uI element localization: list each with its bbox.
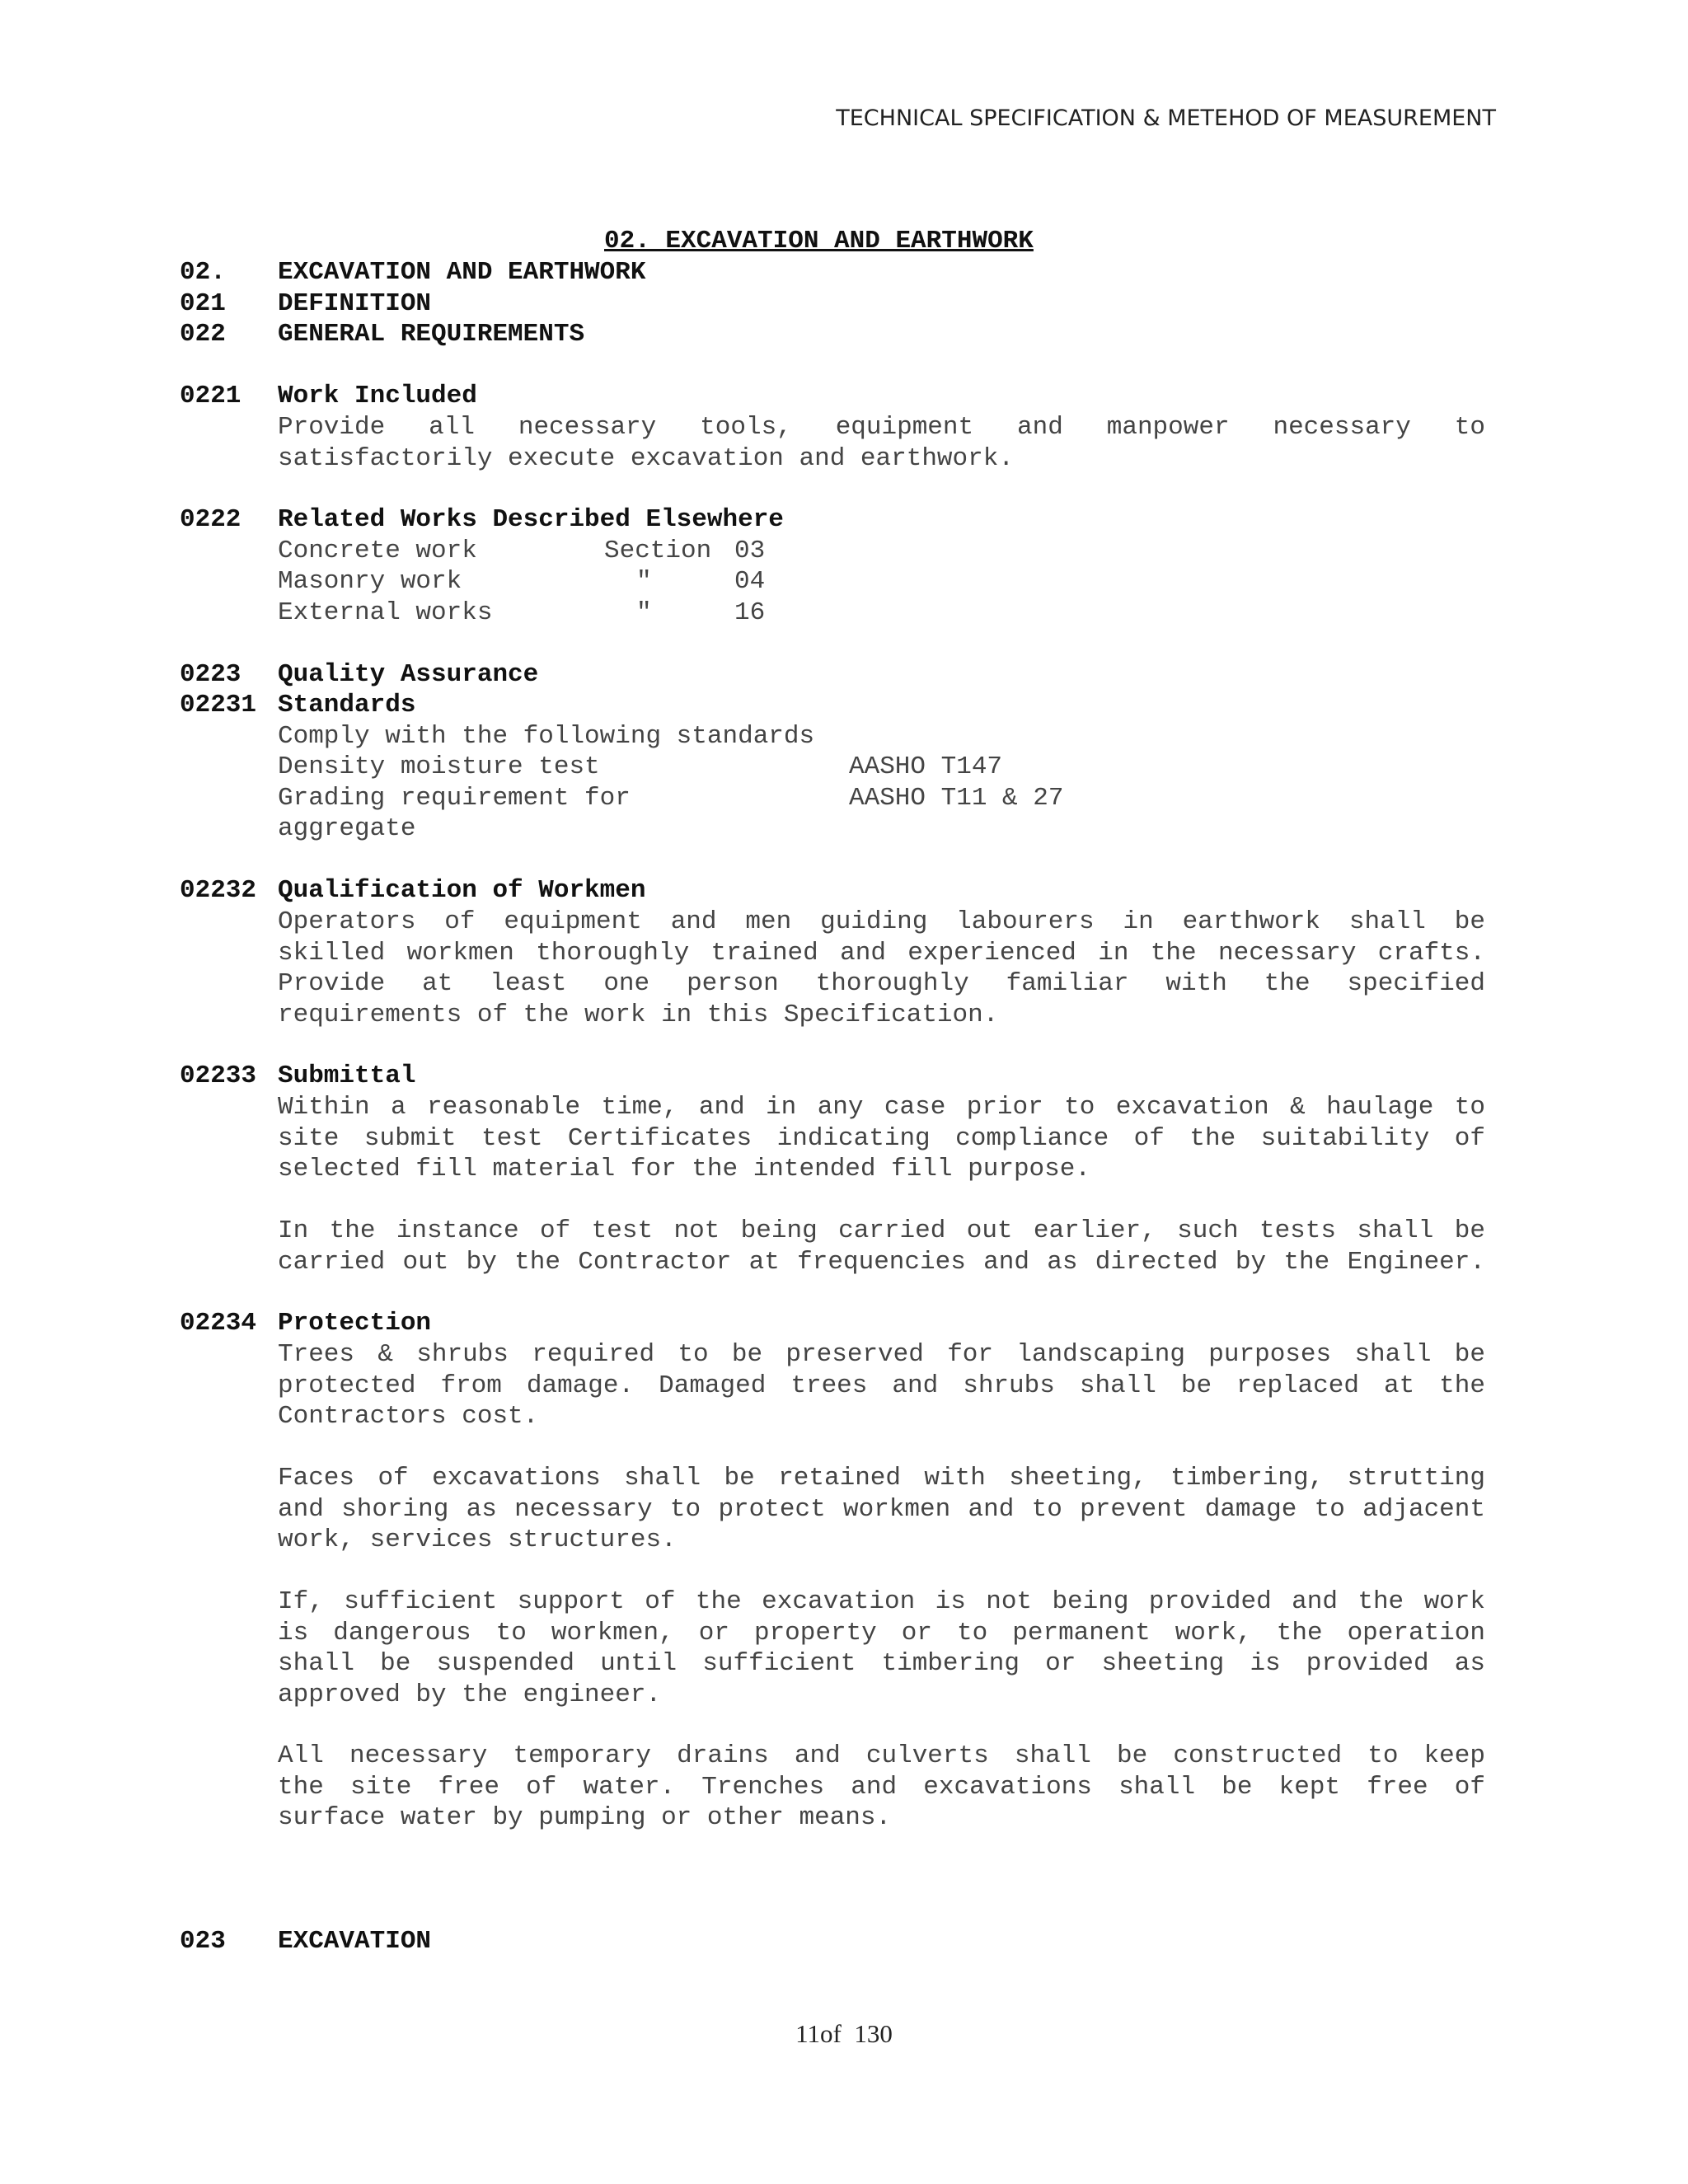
paragraph-line: protected from damage. Damaged trees and shrubs shall be replaced at the — [278, 1371, 1485, 1400]
related-work-ref: " — [636, 567, 652, 596]
paragraph — [278, 1586, 1485, 1710]
paragraph-line: Contractors cost. — [278, 1402, 539, 1431]
related-work-section: 04 — [734, 567, 766, 596]
section-number: 0221 — [180, 382, 241, 410]
paragraph-line: and shoring as necessary to protect workmen and to prevent damage to adjacent — [278, 1494, 1485, 1524]
section-heading: Protection — [278, 1309, 432, 1338]
page-header: TECHNICAL SPECIFICATION & METEHOD OF MEASUREMENT — [836, 105, 1496, 131]
related-work-section: 03 — [734, 537, 766, 565]
related-work-item: Concrete work — [278, 537, 477, 565]
page-current: 11 — [795, 2019, 821, 2048]
paragraph-line: Within a reasonable time, and in any case prior to excavation & haulage to — [278, 1093, 1485, 1122]
related-work-ref: Section — [604, 537, 712, 565]
section-number: 02231 — [180, 691, 257, 719]
section-number: 0223 — [180, 660, 241, 689]
paragraph — [278, 1092, 1485, 1185]
section-number: 02234 — [180, 1309, 257, 1338]
paragraph-line: Operators of equipment and men guiding labourers in earthwork shall be — [278, 907, 1485, 936]
standard-item: aggregate — [278, 814, 416, 843]
paragraph-line: shall be suspended until sufficient timbering or sheeting is provided as — [278, 1649, 1485, 1678]
section-number: 02232 — [180, 876, 257, 905]
paragraph-line: requirements of the work in this Specification. — [278, 1000, 999, 1029]
section-number: 0222 — [180, 505, 241, 534]
page-number — [0, 2019, 1688, 2049]
page-of: of — [820, 2019, 842, 2048]
section-number: 023 — [180, 1927, 226, 1956]
section-number: 02233 — [180, 1062, 257, 1090]
toc-number: 022 — [180, 320, 226, 349]
section-heading: Quality Assurance — [278, 660, 539, 689]
standard-item: Density moisture test — [278, 752, 600, 781]
paragraph-line: Trees & shrubs required to be preserved for landscaping purposes shall be — [278, 1340, 1485, 1369]
paragraph-line: All necessary temporary drains and culverts shall be constructed to keep — [278, 1741, 1485, 1770]
standards-intro: Comply with the following standards — [278, 722, 815, 751]
paragraph-line: is dangerous to workmen, or property or to permanent work, the operation — [278, 1618, 1485, 1647]
section-heading: EXCAVATION — [278, 1927, 432, 1956]
toc-label: DEFINITION — [278, 289, 432, 318]
section-heading: Work Included — [278, 382, 477, 410]
paragraph — [278, 1216, 1485, 1277]
paragraph-line: In the instance of test not being carried out earlier, such tests shall be — [278, 1216, 1485, 1245]
paragraph-line: selected fill material for the intended fill purpose. — [278, 1155, 1090, 1183]
toc-label: EXCAVATION AND EARTHWORK — [278, 258, 646, 287]
paragraph-line: site submit test Certificates indicating compliance of the suitability of — [278, 1123, 1485, 1153]
paragraph-line: Provide all necessary tools, equipment and manpower necessary to — [278, 413, 1485, 442]
section-heading: Submittal — [278, 1062, 416, 1090]
document-title: 02. EXCAVATION AND EARTHWORK — [604, 227, 1034, 255]
paragraph-line: If, sufficient support of the excavation is not being provided and the work — [278, 1587, 1485, 1616]
paragraph-line: carried out by the Contractor at frequencies and as directed by the Engineer. — [278, 1247, 1485, 1277]
related-work-ref: " — [636, 598, 652, 627]
paragraph-line: the site free of water. Trenches and excavations shall be kept free of — [278, 1772, 1485, 1802]
toc-number: 021 — [180, 289, 226, 318]
paragraph-line: Provide at least one person thoroughly familiar with the specified — [278, 969, 1485, 998]
paragraph — [278, 907, 1485, 1030]
standard-item: Grading requirement for — [278, 784, 631, 813]
paragraph-line: skilled workmen thoroughly trained and experienced in the necessary crafts. — [278, 938, 1485, 968]
related-work-item: External works — [278, 598, 493, 627]
paragraph-line: work, services structures. — [278, 1526, 677, 1554]
standard-code: AASHO T11 & 27 — [849, 784, 1064, 813]
related-work-item: Masonry work — [278, 567, 462, 596]
paragraph — [278, 412, 1485, 474]
section-heading: Related Works Described Elsewhere — [278, 505, 784, 534]
paragraph-line: surface water by pumping or other means. — [278, 1803, 892, 1832]
paragraph — [278, 1463, 1485, 1556]
toc-label: GENERAL REQUIREMENTS — [278, 320, 585, 349]
paragraph-line: approved by the engineer. — [278, 1680, 662, 1709]
paragraph — [278, 1741, 1485, 1834]
standard-code: AASHO T147 — [849, 752, 1003, 781]
paragraph-line: satisfactorily execute excavation and earthwork. — [278, 443, 1014, 473]
toc-number: 02. — [180, 258, 226, 287]
paragraph — [278, 1339, 1485, 1432]
section-heading: Standards — [278, 691, 416, 719]
paragraph-line: Faces of excavations shall be retained with sheeting, timbering, strutting — [278, 1464, 1485, 1493]
section-heading: Qualification of Workmen — [278, 876, 646, 905]
page-total: 130 — [854, 2019, 893, 2048]
related-work-section: 16 — [734, 598, 766, 627]
